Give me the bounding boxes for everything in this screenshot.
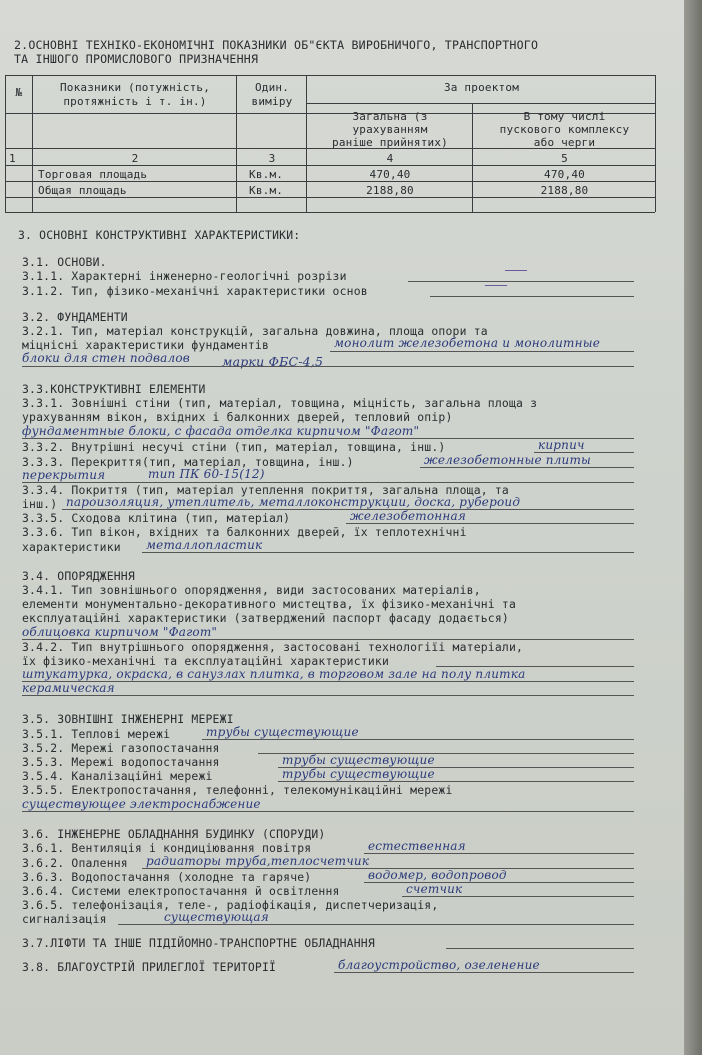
s33-line1: 3.3.1. Зовнішні стіни (тип, матеріал, товщина, міцність, загальна площа з — [22, 396, 538, 410]
row1-unit: Кв.м. — [249, 168, 284, 181]
s33-line8-handwritten: пароизоляция, утеплитель, металлоконструкции, доска, рубероид — [66, 495, 521, 509]
row1-incl: 470,40 — [544, 168, 585, 181]
s33-line3-handwritten: фундаментные блоки, с фасада отделка кирпичом "Фагот" — [22, 424, 420, 438]
s34-line8-fill — [22, 695, 634, 696]
s35-line6-handwritten: существующее электроснабжение — [22, 797, 261, 811]
header-project: За проектом — [443, 81, 520, 94]
s32-line1: 3.2.1. Тип, матеріал конструкцій, загальна довжина, площа опори та — [22, 324, 488, 338]
row2-name: Общая площадь — [38, 184, 127, 197]
s35-line4: 3.5.4. Каналізаційні мережі — [22, 769, 213, 783]
s36-line5: 3.6.5. телефонізація, теле-, радіофікація, диспетчеризація, — [22, 898, 439, 912]
s35-line1-handwritten: трубы существующие — [206, 725, 359, 739]
s36-line1-fill — [364, 853, 634, 854]
s34-line6: їх фізико-механічні та експлуатаційні характеристики — [22, 654, 390, 668]
s34-line4-handwritten: облицовка кирпичом "Фагот" — [22, 625, 218, 639]
s31-line2-dash — [485, 285, 507, 286]
col-number-2: 2 — [131, 152, 139, 165]
col-number-5: 5 — [561, 152, 568, 165]
s36-line4-fill — [402, 896, 634, 897]
header-total-3: раніше прийнятих) — [332, 136, 448, 149]
s31-title: 3.1. ОСНОВИ. — [22, 255, 107, 269]
s33-line9-handwritten: железобетонная — [350, 509, 466, 523]
s31-line1: 3.1.1. Характерні інженерно-геологічні розрізи — [22, 269, 347, 283]
header-indicators-1: Показники (потужність, — [59, 81, 211, 94]
s34-line5: 3.4.2. Тип внутрішнього опорядження, застосовані технологіїі матеріали, — [22, 640, 524, 654]
s32-line2: міцнісні характеристики фундаментів — [22, 338, 270, 352]
s35-title: 3.5. ЗОВНІШНІ ІНЖЕНЕРНІ МЕРЕЖІ — [22, 712, 234, 726]
s33-line6-handwritten: перекрытия — [22, 468, 106, 482]
s32-line2-fill — [330, 351, 634, 352]
row2-unit: Кв.м. — [249, 184, 284, 197]
s33-line9-fill — [346, 523, 634, 524]
indicators-table — [5, 75, 655, 213]
header-incl-2: пускового комплексу — [499, 123, 630, 136]
s38-title: 3.8. БЛАГОУСТРІЙ ПРИЛЕГЛОЇ ТЕРИТОРІЇ — [22, 960, 277, 974]
s32-line3-handwritten-marks: марки ФБС-4,5 — [222, 354, 324, 369]
row1-total: 470,40 — [369, 168, 411, 181]
s38-fill — [334, 972, 634, 973]
header-unit-2: виміру — [251, 95, 293, 108]
header-incl-3: або черги — [533, 136, 596, 149]
row2-total: 2188,80 — [366, 184, 414, 197]
s36-line2-handwritten: радиаторы труба,теплосчетчик — [146, 854, 370, 868]
s34-line8-handwritten: керамическая — [22, 681, 115, 695]
s33-line5: 3.3.3. Перекриття(тип, матеріал, товщина, інш.) — [22, 455, 354, 469]
s35-line3-handwritten: трубы существующие — [282, 753, 435, 767]
col-number-1: 1 — [9, 152, 16, 165]
s36-line1: 3.6.1. Вентиляція і кондиціювання повітря — [22, 841, 312, 855]
scanner-edge — [684, 0, 702, 1055]
s33-line11-handwritten: металлопластик — [146, 538, 263, 552]
s34-title: 3.4. ОПОРЯДЖЕННЯ — [22, 569, 135, 583]
section2-title-line1: 2.ОСНОВНІ ТЕХНІКО-ЕКОНОМІЧНІ ПОКАЗНИКИ ОБ"ЄКТА ВИРОБНИЧОГО, ТРАНСПОРТНОГО — [14, 38, 539, 52]
header-total-2: урахуванням — [352, 123, 428, 136]
s35-line5: 3.5.5. Електропостачання, телефонні, телекомунікаційні мережі — [22, 783, 453, 797]
s34-line2: елементи монументально-декоративного мистецтва, їх фізико-механічні та — [22, 597, 517, 611]
s34-line3: експлуатаційні характеристики (затверджений паспорт фасаду додається) — [22, 611, 509, 625]
s33-line2: урахуванням вікон, вхідних і балконних дверей, тепловий опір) — [22, 410, 453, 424]
s36-title: 3.6. ІНЖЕНЕРНЕ ОБЛАДНАННЯ БУДИНКУ (СПОРУДИ) — [22, 827, 326, 841]
s37-fill — [446, 948, 634, 949]
s35-line4-fill — [278, 781, 634, 782]
s33-line10: 3.3.6. Тип вікон, вхідних та балконних дверей, їх теплотехнічні — [22, 525, 467, 539]
header-unit-1: Один. — [254, 81, 290, 94]
s32-title: 3.2. ФУНДАМЕНТИ — [22, 310, 128, 324]
header-indicators-2: протяжність і т. ін.) — [63, 95, 207, 108]
s36-line2: 3.6.2. Опалення — [22, 856, 128, 870]
s31-line2: 3.1.2. Тип, фізико-механічні характеристики основ — [22, 284, 368, 298]
s36-line6: сигналізація — [22, 912, 107, 926]
s35-line2: 3.5.2. Мережі газопостачання — [22, 741, 220, 755]
s35-line3: 3.5.3. Мережі водопостачання — [22, 755, 220, 769]
s36-line3-fill — [364, 882, 634, 883]
col-number-4: 4 — [386, 152, 394, 165]
s36-line3: 3.6.3. Водопостачання (холодне та гаряче) — [22, 870, 312, 884]
s35-line4-handwritten: трубы существующие — [282, 767, 435, 781]
row2-incl: 2188,80 — [540, 184, 589, 197]
s33-line6-handwritten-type: тип ПК 60-15(12) — [148, 467, 265, 481]
s36-line6-handwritten: существующая — [164, 910, 269, 924]
s34-line7-handwritten: штукатурка, окраска, в санузлах плитка, в торговом зале на полу плитка — [22, 667, 526, 681]
s36-line4: 3.6.4. Системи електропостачання й освітлення — [22, 884, 340, 898]
s32-line3-handwritten: блоки для стен подвалов — [22, 351, 190, 365]
s37-title: 3.7.ЛІФТИ ТА ІНШЕ ПІДІЙОМНО-ТРАНСПОРТНЕ ОБЛАДНАННЯ — [22, 936, 375, 950]
s33-line5-handwritten: железобетонные плиты — [424, 453, 592, 467]
s33-line8-fill — [62, 509, 634, 510]
col-number-3: 3 — [268, 152, 276, 165]
header-incl-1: В тому числі — [523, 110, 606, 123]
s33-line5-fill — [420, 467, 634, 468]
s33-line11: характеристики — [22, 540, 121, 554]
s35-line6-fill — [22, 811, 634, 812]
s34-line1: 3.4.1. Тип зовнішнього опорядження, види застосованих матеріалів, — [22, 583, 481, 597]
s33-line8: інш.) — [22, 497, 58, 511]
s33-line4: 3.3.2. Внутрішні несучі стіни (тип, матеріал, товщина, інш.) — [22, 440, 446, 454]
s36-line6-fill — [118, 924, 634, 925]
s36-line1-handwritten: естественная — [368, 839, 466, 853]
s36-line4-handwritten: счетчик — [406, 882, 463, 896]
section3-title: 3. ОСНОВНІ КОНСТРУКТИВНІ ХАРАКТЕРИСТИКИ: — [18, 228, 301, 242]
s35-line1: 3.5.1. Теплові мережі — [22, 727, 171, 741]
s33-line4-handwritten: кирпич — [538, 438, 585, 452]
s33-line7: 3.3.4. Покриття (тип, матеріал утеплення покриття, загальна площа, та — [22, 483, 509, 497]
s31-line1-fill — [408, 281, 634, 282]
s38-handwritten: благоустройство, озеленение — [338, 958, 540, 972]
s33-line11-fill — [142, 552, 634, 553]
row1-name: Торговая площадь — [38, 168, 148, 181]
s31-line1-dash — [505, 270, 527, 271]
s32-line2-handwritten: монолит железобетона и монолитные — [334, 336, 600, 350]
section2-title-line2: ТА ІНШОГО ПРОМИСЛОВОГО ПРИЗНАЧЕННЯ — [14, 52, 259, 66]
s35-line1-fill — [202, 739, 634, 740]
s33-title: 3.3.КОНСТРУКТИВНІ ЕЛЕМЕНТИ — [22, 382, 206, 396]
s36-line3-handwritten: водомер, водопровод — [368, 868, 507, 882]
s31-line2-fill — [430, 296, 634, 297]
header-total-1: Загальна (з — [352, 110, 428, 123]
s32-line3-fill — [22, 366, 634, 367]
header-no: № — [15, 86, 23, 99]
s33-line9: 3.3.5. Сходова клітина (тип, матеріал) — [22, 511, 291, 525]
